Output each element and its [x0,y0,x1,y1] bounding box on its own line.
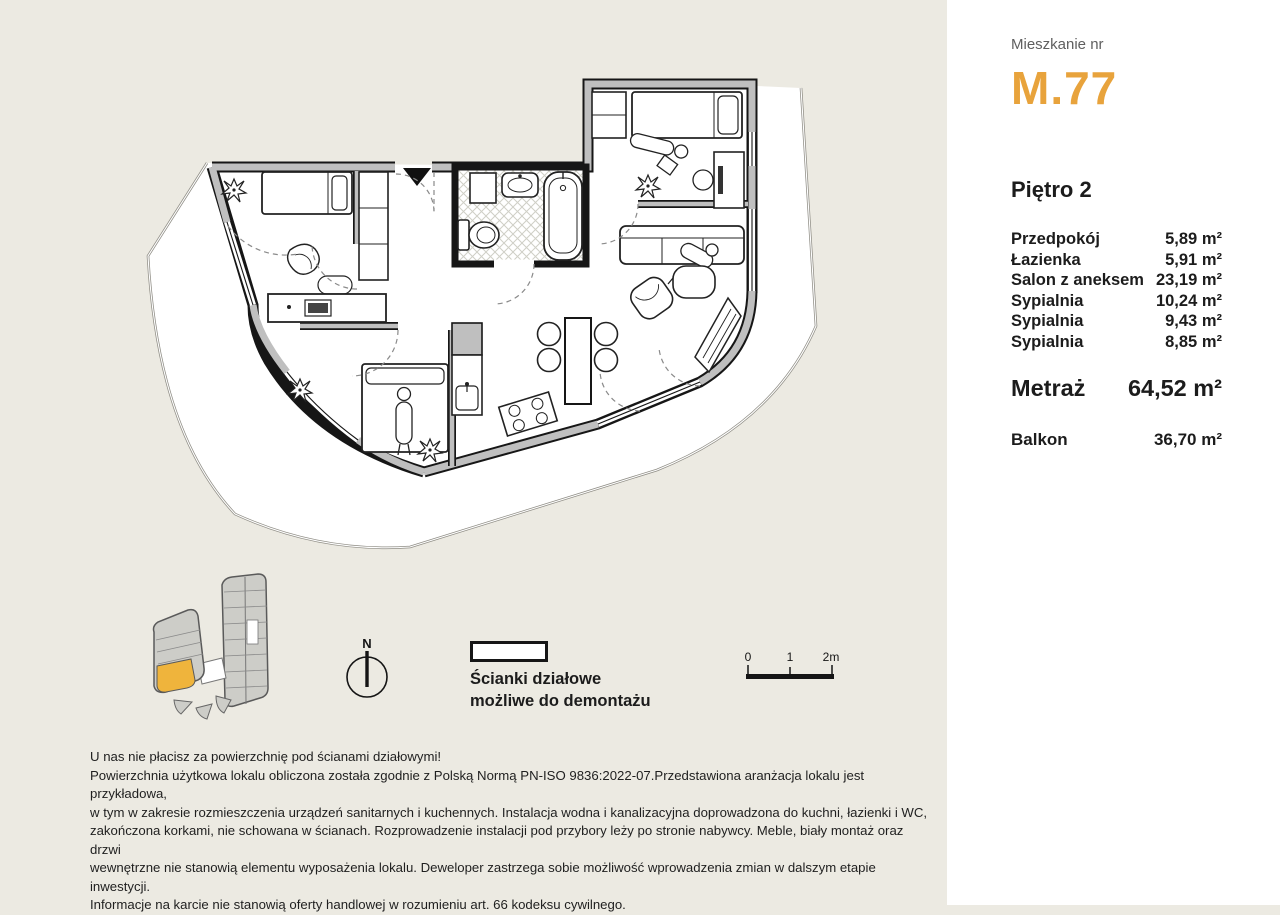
wardrobe-icon [359,172,388,280]
kitchen-sink-icon [456,382,478,410]
room-list [1011,229,1222,353]
disclaimer-line: wewnętrzne nie stanowią elementu wyposażenia lokalu. Deweloper zastrzega sobie możliwość wprowadzenia zmian w dalszym etapie [90,860,876,875]
sofa-icon [620,226,744,264]
room-row [1011,291,1222,312]
room-name: Przedpokój [1011,230,1100,248]
bar-counter [565,318,591,404]
room-row [1011,332,1222,353]
compass-icon [347,636,387,697]
floor-label: Piętro 2 [1011,177,1092,202]
total-area-value: 64,52 m² [1127,374,1222,401]
balcony-value: 36,70 m² [1153,429,1222,449]
disclaimer-line: zakończona korkami, nie schowana w ścianach. Rozprowadzenie instalacji pod przybory leży po stronie nabywcy. Meble, biały montaż oraz drzwi [90,823,904,857]
bed-icon [262,172,352,214]
room-name: Sypialnia [1011,312,1084,331]
apartment-number-label: Mieszkanie nr [1011,36,1104,53]
room-row [1011,250,1222,271]
room-row [1011,270,1222,291]
scale-tick-2: 2m [822,650,840,664]
unit-info-panel [947,0,1280,905]
scale-tick-0: 0 [744,650,752,664]
balcony-area-row [1011,430,1222,450]
legend [470,641,651,712]
room-name: Sypialnia [1011,332,1084,351]
room-name: Łazienka [1011,250,1081,269]
room-area: 10,24 m² [1155,291,1222,310]
toilet-icon [458,220,499,250]
room-area: 23,19 m² [1155,271,1222,290]
washing-machine-icon [470,173,496,203]
disclaimer-line: w tym w zakresie rozmieszczenia urządzeń sanitarnych i kuchennych. Instalacja wodna i kanalizacyjna doprowadzona do kuchni, łazienki i WC, [90,804,928,820]
shelf-icon [592,92,626,138]
legend-line-1: Ścianki działowe [470,670,602,688]
room-row [1011,229,1222,250]
disclaimer-line: Powierzchnia użytkowa lokalu obliczona została zgodnie z Polską Normą PN-ISO 9836:2022-07.Przedstawiona aranżacja lokalu jest przykładowa, [90,767,865,801]
locator-outbuildings [174,696,231,719]
apartment-number: M.77 [1011,62,1118,114]
room-area: 5,89 m² [1165,230,1222,248]
bathtub-icon [544,172,582,260]
building-locator [154,574,269,719]
balcony-label: Balkon [1011,429,1068,449]
room-area: 5,91 m² [1165,250,1222,269]
room-row [1011,311,1222,332]
room-area: 8,85 m² [1165,332,1222,351]
bed-icon [632,92,742,138]
room-name: Sypialnia [1011,291,1084,310]
disclaimer-line: U nas nie płacisz za powierzchnię pod ścianami działowymi! [90,749,442,764]
bathroom-sink-icon [502,173,538,197]
disclaimer [90,748,930,915]
room-name: Salon z aneksem [1011,271,1144,290]
scale-tick-1: 1 [786,650,794,664]
duct-icon [452,323,482,355]
bathroom [455,167,586,264]
total-area-label: Metraż [1011,374,1086,401]
coffee-table-icon [673,266,715,298]
disclaimer-line: inwestycji. [90,878,151,894]
compass-n-label: N [362,636,372,651]
room-area: 9,43 m² [1165,312,1222,331]
partition-wall-swatch [470,641,548,662]
disclaimer-line: Informacje na karcie nie stanowią oferty handlowej w rozumieniu art. 66 kodeksu cywilnego. [90,897,626,912]
legend-line-2: możliwe do demontażu [470,692,651,710]
total-area-row [1011,375,1222,402]
scale-bar [745,650,840,679]
